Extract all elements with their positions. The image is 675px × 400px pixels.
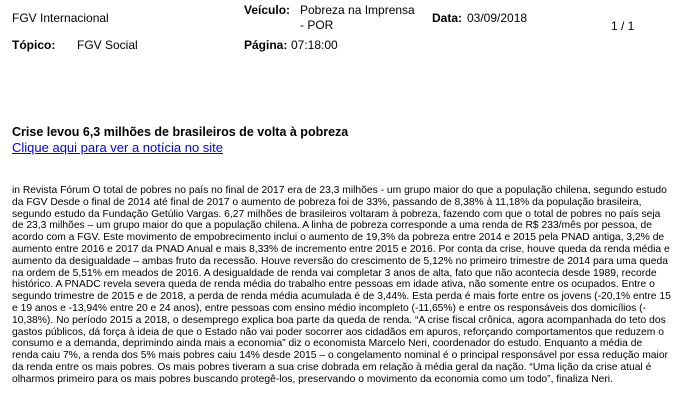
article-body-line: de 23,3 milhões – um grupo maior do que a população chilena. A linha de pobreza corresponde a uma renda de R$ 233/mês por pessoa, de — [12, 220, 652, 232]
article-body-line: in Revista Fórum O total de pobres no país no final de 2017 era de 23,3 milhões - um grupo maior do que a população chilena, segundo estudo — [12, 185, 667, 196]
article-body-line: segundo trimestre de 2015 e de 2018, a perda de renda média acumulada é de 3,44%. Esta perda é mais forte entre os jovens (-20,1% entre 15 — [12, 291, 671, 303]
pagina-value: 07:18:00 — [291, 38, 338, 52]
article-body-line: aumento entre 2016 e 2017 da PNAD Anual e mais 8,33% de incremento entre 2015 e 2016. Por conta da crise, houve queda da renda média e — [12, 243, 670, 255]
article-title: Crise levou 6,3 milhões de brasileiros de volta à pobreza — [12, 125, 349, 139]
article-body-line: segundo estudo da Fundação Getúlio Vargas. 6,27 milhões de brasileiros voltaram à pobreza, fazendo com que o total de pobres no país seja — [12, 208, 661, 220]
veiculo-value: Pobreza na Imprensa - POR — [300, 3, 415, 32]
veiculo-label: Veículo: — [244, 3, 291, 17]
article-body-line: acordo com a FGV. Este movimento de empobrecimento inclui o aumento de 19,3% da pobreza entre 2014 e 2015 pela PNAD antiga, 3,2% de — [12, 232, 665, 244]
article-body-line: da renda entre os mais pobres. Os mais pobres tiveram a sua crise dobrada em relação à média geral da nação. “Uma lição da crise atual é — [12, 361, 652, 373]
article-body-line: e 19 anos e -13,94% entre 20 e 24 anos), entre pessoas com ensino médio incompleto (-11,65%) e entre os responsáveis dos domicílios (- — [12, 302, 646, 314]
article-body-line: renda caiu 7%, a renda dos 5% mais pobres caiu 14% desde 2015 – o congelamento nominal é o principal responsável por essa redução maior — [12, 350, 668, 362]
topic-value: FGV Social — [77, 38, 138, 52]
article-body-line: na ordem de 5,51% em meados de 2016. A desigualdade de renda vai completar 3 anos de alta, fato que não acontecia desde 1989, recorde — [12, 267, 657, 279]
topic-label: Tópico: — [12, 38, 56, 52]
page-count: 1 / 1 — [611, 19, 635, 33]
pagina-label: Página: — [244, 38, 288, 52]
article-body-line: da FGV Desde o final de 2014 até final de 2017 o aumento de pobreza foi de 33%, passando de 8,38% à 11,18% da população brasileira, — [12, 196, 642, 208]
article-body — [12, 185, 671, 386]
organization-name: FGV Internacional — [12, 11, 109, 25]
article-body-line: consumo e a demanda, deprimindo ainda mais a economia” diz o economista Marcelo Neri, coordenador do estudo. Enquanto a média de — [12, 338, 643, 350]
article-body-line: gastos públicos, dá força à ideia de que o Estado não vai poder socorrer aos cidadãos em apuros, reforçando comportamentos que reduzem o — [12, 326, 664, 338]
article-body-line: 10,38%). No período 2015 a 2018, o desemprego explica boa parte da queda de renda. “A crise fiscal crônica, agora acompanhada do teto dos — [12, 314, 666, 326]
article-body-line: histórico. A PNADC revela severa queda de renda média do trabalho entre pessoas em idade ativa, não somente entre os ocupados. Entre o — [12, 279, 655, 291]
date-label: Data: — [432, 11, 463, 25]
date-value: 03/09/2018 — [467, 11, 528, 25]
article-body-line: olharmos primeiro para os mais pobres buscando protegê-los, preservando o movimento da economia como um todo”, finaliza Neri. — [12, 373, 613, 385]
article-body-line: aumento da desigualdade – ambas fruto da recessão. Houve reversão do crescimento de 5,12% no primeiro trimestre de 2014 para uma queda — [12, 255, 668, 267]
article-link[interactable]: Clique aqui para ver a notícia no site — [12, 140, 224, 155]
